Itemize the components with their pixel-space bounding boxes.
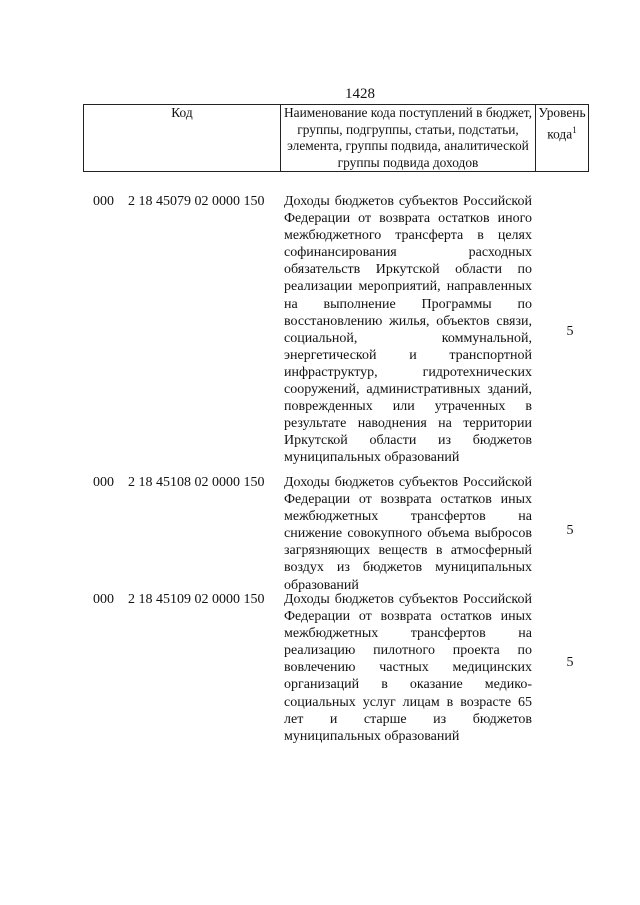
row-level: 5: [566, 523, 574, 538]
row-name: Доходы бюджетов субъектов Российской Федерации от возврата остатков иного межбюджетного трансферта в целях софинансирования расходных обязательств Иркутской области по реализации мероприятий, направленных на выполнение Программы по восстановлению жилья, объектов связи, социальной, коммунальной, энергетической и транспортной инфраструктур, гидротехнических сооружений, административных зданий, поврежденных или утраченных в результате наводнения на территории Иркутской области из бюджетов муниципальных образований: [284, 194, 532, 466]
header-name: Наименование кода поступлений в бюджет, группы, подгруппы, статьи, подстатьи, элемента, группы подвида, аналитической группы подвида доходов: [281, 105, 536, 172]
row-level: 5: [566, 324, 574, 339]
header-code: Код: [84, 105, 281, 172]
header-level-label: Уровень кода: [538, 105, 586, 141]
row-name: Доходы бюджетов субъектов Российской Федерации от возврата остатков иных межбюджетных трансфертов на реализацию пилотного проекта по вовлечению частных медицинских организаций в оказание медико-социальных услуг лицам в возрасте 65 лет и старше из бюджетов муниципальных образований: [284, 592, 532, 744]
header-level: [536, 105, 589, 172]
row-code: 2 18 45108 02 0000 150: [128, 475, 265, 490]
page-number: 1428: [345, 86, 375, 102]
row-code: 2 18 45079 02 0000 150: [128, 194, 265, 209]
row-code: 2 18 45109 02 0000 150: [128, 592, 265, 607]
table-header: [83, 104, 589, 172]
row-group: 000: [93, 592, 114, 607]
header-level-footnote: 1: [572, 124, 577, 135]
row-name: Доходы бюджетов субъектов Российской Федерации от возврата остатков иных межбюджетных трансфертов на снижение совокупного объема выбросов загрязняющих веществ в атмосферный воздух из бюджетов муниципальных образований: [284, 475, 532, 593]
row-group: 000: [93, 475, 114, 490]
row-group: 000: [93, 194, 114, 209]
row-level: 5: [566, 655, 574, 670]
